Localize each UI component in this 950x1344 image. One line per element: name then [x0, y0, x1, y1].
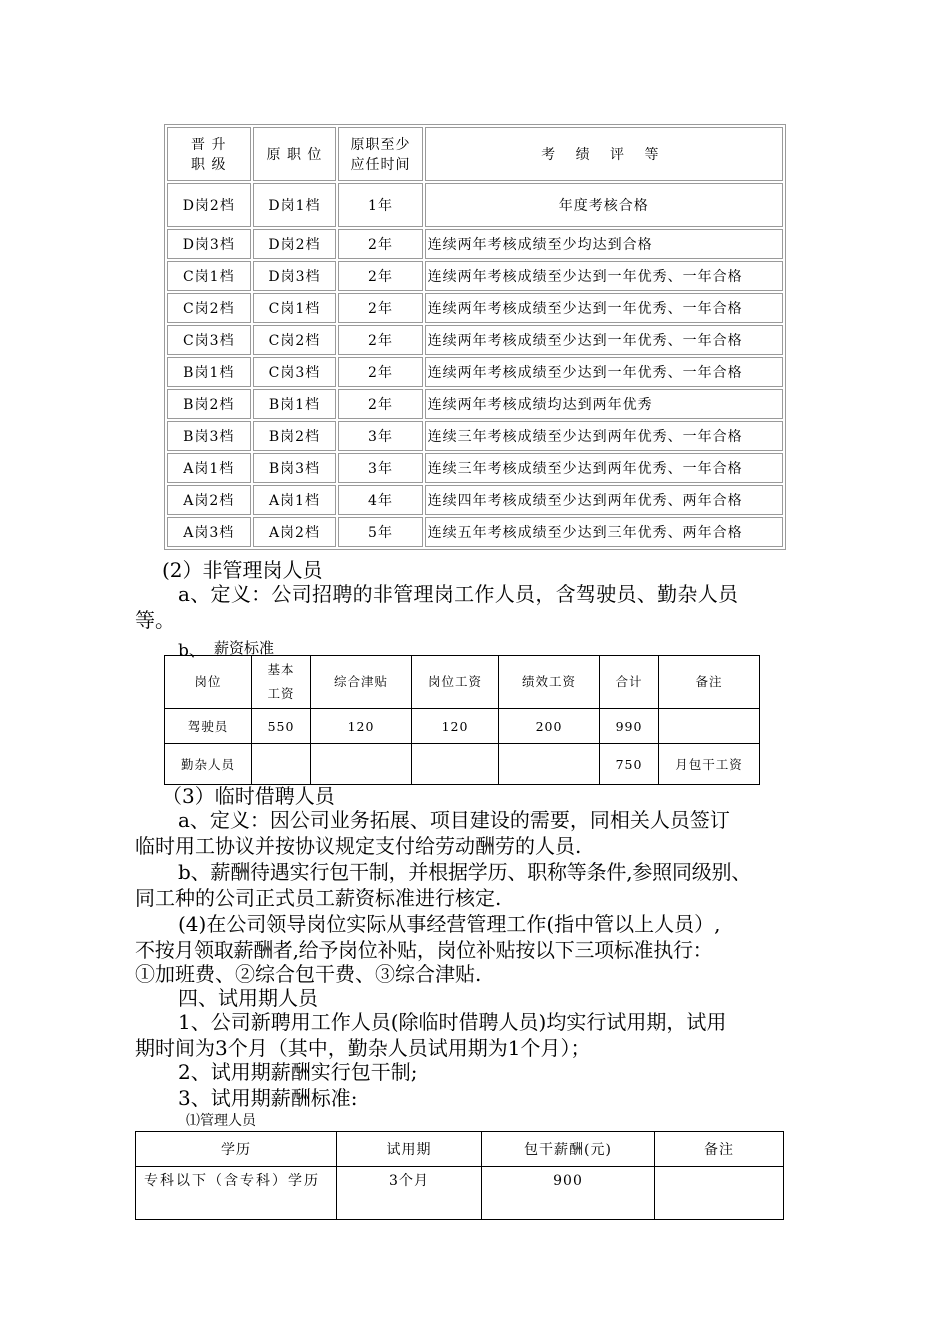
table-cell: 专科以下（含专科）学历 — [136, 1167, 337, 1220]
table-row — [165, 744, 760, 785]
table-cell — [659, 709, 760, 744]
table-cell: A岗2档 — [167, 485, 251, 515]
temp-pay-line2: 同工种的公司正式员工薪资标准进行核定. — [135, 886, 502, 910]
table-cell — [499, 744, 600, 785]
table-cell: 900 — [482, 1167, 655, 1220]
table-row — [167, 325, 783, 355]
table-row — [167, 421, 783, 451]
table-row — [167, 453, 783, 483]
table-cell — [252, 744, 311, 785]
table-row — [165, 709, 760, 744]
trial-subheading: ⑴管理人员 — [186, 1113, 256, 1129]
table-cell — [655, 1167, 784, 1220]
nonmgmt-definition-line1: a、定义：公司招聘的非管理岗工作人员，含驾驶员、勤杂人员 — [178, 582, 739, 606]
table-cell: 连续两年考核成绩至少达到一年优秀、一年合格 — [425, 261, 783, 291]
table-cell: 2年 — [338, 357, 422, 387]
table-cell: 连续两年考核成绩至少达到一年优秀、一年合格 — [425, 325, 783, 355]
table-row — [167, 357, 783, 387]
salary-label-prefix: b、 — [178, 641, 206, 661]
header-cell: 绩效工资 — [499, 656, 600, 709]
table-cell: 3个月 — [337, 1167, 482, 1220]
header-cell: 基本 工资 — [252, 656, 311, 709]
header-cell: 岗位 — [165, 656, 252, 709]
table-cell: 连续两年考核成绩均达到两年优秀 — [425, 389, 783, 419]
trial-item2: 2、试用期薪酬实行包干制; — [178, 1060, 418, 1084]
trial-item3: 3、试用期薪酬标准: — [178, 1086, 358, 1110]
table-row — [167, 183, 783, 227]
table-row — [167, 229, 783, 259]
table-cell: C岗3档 — [167, 325, 251, 355]
table-cell: 勤杂人员 — [165, 744, 252, 785]
temp-heading: （3）临时借聘人员 — [162, 784, 335, 808]
table-cell: 120 — [412, 709, 499, 744]
table-cell: D岗1档 — [253, 183, 337, 227]
table-cell: C岗3档 — [253, 357, 337, 387]
header-cell: 试用期 — [337, 1132, 482, 1167]
table-cell: 连续五年考核成绩至少达到三年优秀、两年合格 — [425, 517, 783, 547]
nonmgmt-definition-line2: 等。 — [135, 608, 175, 632]
table-cell: 连续两年考核成绩至少达到一年优秀、一年合格 — [425, 357, 783, 387]
table-row — [167, 485, 783, 515]
table-row — [136, 1167, 784, 1220]
table-cell: 连续三年考核成绩至少达到两年优秀、一年合格 — [425, 421, 783, 451]
salary-table — [164, 655, 760, 785]
table-cell: C岗2档 — [253, 325, 337, 355]
table-cell: D岗3档 — [253, 261, 337, 291]
table-cell: B岗2档 — [253, 421, 337, 451]
table-cell: 1年 — [338, 183, 422, 227]
table-cell: 连续两年考核成绩至少达到一年优秀、一年合格 — [425, 293, 783, 323]
table-cell: A岗1档 — [167, 453, 251, 483]
header-cell: 岗位工资 — [412, 656, 499, 709]
table-cell — [311, 744, 412, 785]
trial-heading: 四、试用期人员 — [178, 986, 318, 1010]
table-cell: A岗3档 — [167, 517, 251, 547]
table-cell: D岗2档 — [167, 183, 251, 227]
promotion-table — [164, 124, 786, 550]
table-cell: 驾驶员 — [165, 709, 252, 744]
header-cell: 原职至少 应任时间 — [338, 127, 422, 181]
table-cell: 200 — [499, 709, 600, 744]
table-header-row — [136, 1132, 784, 1167]
table-cell: 2年 — [338, 325, 422, 355]
header-cell: 备注 — [659, 656, 760, 709]
table-cell: 月包干工资 — [659, 744, 760, 785]
table-cell: 750 — [600, 744, 659, 785]
table-cell: A岗1档 — [253, 485, 337, 515]
table-cell: 年度考核合格 — [425, 183, 783, 227]
header-cell: 晋 升 职 级 — [167, 127, 251, 181]
table-cell: 连续两年考核成绩至少均达到合格 — [425, 229, 783, 259]
trial-item1-line1: 1、公司新聘用工作人员(除临时借聘人员)均实行试用期，试用 — [178, 1010, 727, 1034]
temp-definition-line1: a、定义：因公司业务拓展、项目建设的需要，同相关人员签订 — [178, 808, 730, 832]
table-cell: 2年 — [338, 261, 422, 291]
table-header-row — [165, 656, 760, 709]
table-cell: C岗1档 — [167, 261, 251, 291]
table-cell: 连续三年考核成绩至少达到两年优秀、一年合格 — [425, 453, 783, 483]
table-cell: 550 — [252, 709, 311, 744]
nonmgmt-heading: (2）非管理岗人员 — [162, 558, 323, 582]
table-row — [167, 261, 783, 291]
temp-pay-line1: b、薪酬待遇实行包干制，并根据学历、职称等条件,参照同级别、 — [178, 860, 752, 884]
table-row — [167, 293, 783, 323]
header-cell: 考 绩 评 等 — [425, 127, 783, 181]
section4-line3: ①加班费、②综合包干费、③综合津贴. — [135, 962, 482, 986]
salary-label: 薪资标准 — [214, 639, 275, 657]
temp-definition-line2: 临时用工协议并按协议规定支付给劳动酬劳的人员. — [135, 834, 582, 858]
table-cell: D岗2档 — [253, 229, 337, 259]
table-cell: D岗3档 — [167, 229, 251, 259]
header-cell: 综合津贴 — [311, 656, 412, 709]
header-cell: 原 职 位 — [253, 127, 337, 181]
table-cell: 5年 — [338, 517, 422, 547]
table-cell: 3年 — [338, 453, 422, 483]
section4-line1: (4)在公司领导岗位实际从事经营管理工作(指中管以上人员）, — [178, 912, 721, 936]
table-cell: A岗2档 — [253, 517, 337, 547]
table-cell: 990 — [600, 709, 659, 744]
trial-item1-line2: 期时间为3个月（其中，勤杂人员试用期为1个月）； — [135, 1036, 591, 1060]
header-cell: 包干薪酬(元) — [482, 1132, 655, 1167]
table-cell: C岗2档 — [167, 293, 251, 323]
table-cell: 2年 — [338, 389, 422, 419]
table-cell: B岗3档 — [253, 453, 337, 483]
table-cell: C岗1档 — [253, 293, 337, 323]
table-cell: 3年 — [338, 421, 422, 451]
section4-line2: 不按月领取薪酬者,给予岗位补贴，岗位补贴按以下三项标准执行： — [135, 938, 713, 962]
table-cell — [412, 744, 499, 785]
table-cell: B岗1档 — [167, 357, 251, 387]
table-row — [167, 389, 783, 419]
table-cell: B岗2档 — [167, 389, 251, 419]
trial-salary-table — [135, 1131, 784, 1220]
table-header-row — [167, 127, 783, 181]
table-cell: 120 — [311, 709, 412, 744]
table-cell: 2年 — [338, 293, 422, 323]
header-cell: 学历 — [136, 1132, 337, 1167]
header-cell: 合计 — [600, 656, 659, 709]
table-cell: B岗1档 — [253, 389, 337, 419]
table-cell: 4年 — [338, 485, 422, 515]
table-cell: B岗3档 — [167, 421, 251, 451]
table-cell: 2年 — [338, 229, 422, 259]
table-cell: 连续四年考核成绩至少达到两年优秀、两年合格 — [425, 485, 783, 515]
header-cell: 备注 — [655, 1132, 784, 1167]
table-row — [167, 517, 783, 547]
